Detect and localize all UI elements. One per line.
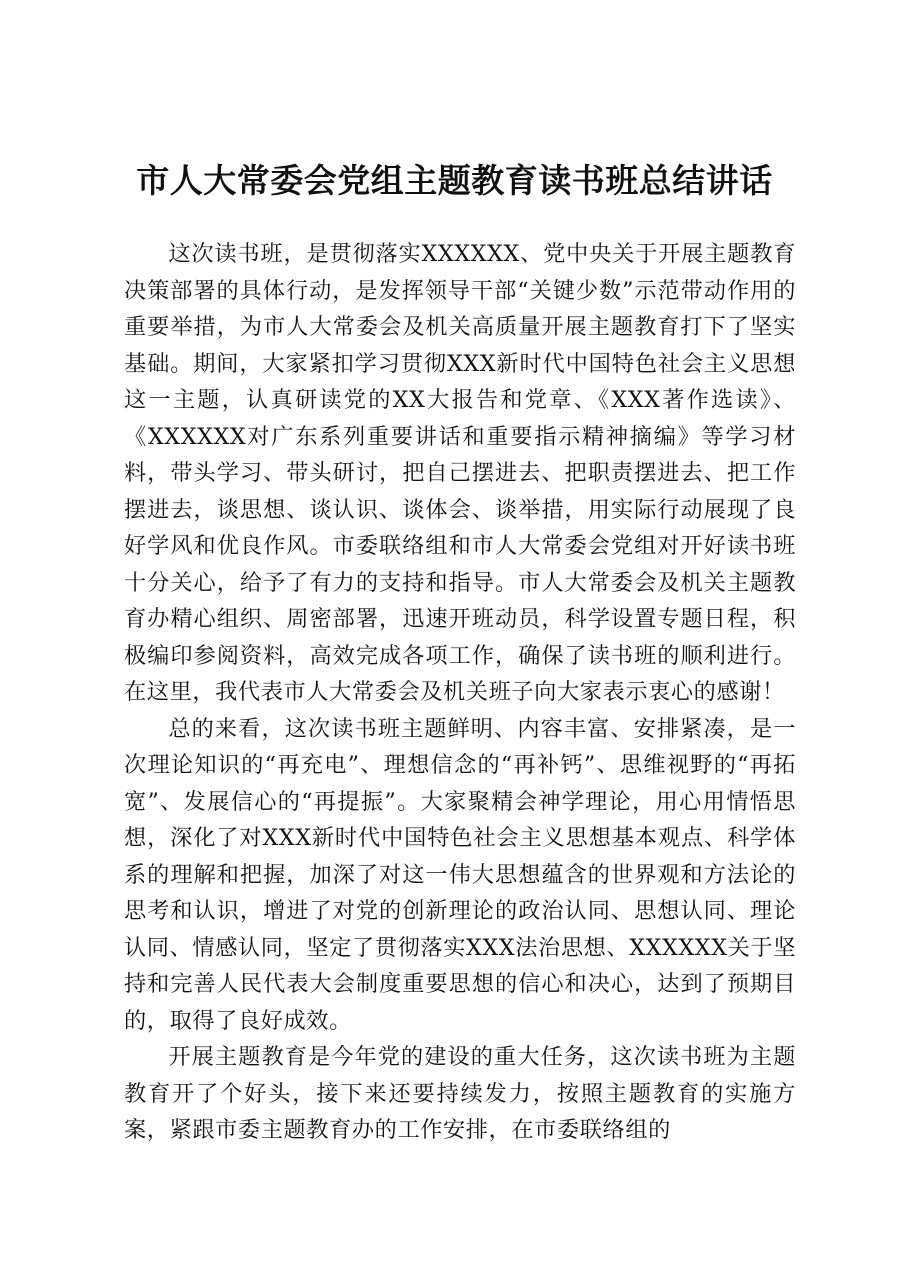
document-title: 市人大常委会党组主题教育读书班总结讲话 bbox=[136, 161, 773, 200]
paragraph-1: 这次读书班，是贯彻落实XXXXXX、党中央关于开展主题教育决策部署的具体行动，是发挥领导干部“关键少数”示范带动作用的重要举措，为市人大常委会及机关高质量开展主题教育打下了坚实基础。期间，大家紧扣学习贯彻XXX新时代中国特色社会主义思想这一主题，认真研读党的XX大报告和党章、《XXX著作选读》、《XXXXXX对广东系列重要讲话和重要指示精神摘编》等学习材料，带头学习、带头研讨，把自己摆进去、把职责摆进去、把工作摆进去，谈思想、谈认识、谈体会、谈举措，用实际行动展现了良好学风和优良作风。市委联络组和市人大常委会党组对开好读书班十分关心，给予了有力的支持和指导。市人大常委会及机关主题教育办精心组织、周密部署，迅速开班动员，科学设置专题日程，积极编印参阅资料，高效完成各项工作，确保了读书班的顺利进行。在这里，我代表市人大常委会及机关班子向大家表示衷心的感谢！ bbox=[124, 241, 796, 705]
document-body bbox=[124, 236, 796, 1149]
paragraph-2: 总的来看，这次读书班主题鲜明、内容丰富、安排紧凑，是一次理论知识的“再充电”、理想信念的“再补钙”、思维视野的“再拓宽”、发展信心的“再提振”。大家聚精会神学理论，用心用情悟思想，深化了对XXX新时代中国特色社会主义思想基本观点、科学体系的理解和把握，加深了对这一伟大思想蕴含的世界观和方法论的思考和认识，增进了对党的创新理论的政治认同、思想认同、理论认同、情感认同，坚定了贯彻落实XXX法治思想、XXXXXX关于坚持和完善人民代表大会制度重要思想的信心和决心，达到了预期目的，取得了良好成效。 bbox=[124, 715, 796, 1034]
paragraph-3: 开展主题教育是今年党的建设的重大任务，这次读书班为主题教育开了个好头，接下来还要持续发力，按照主题教育的实施方案，紧跟市委主题教育办的工作安排，在市委联络组的 bbox=[124, 1044, 796, 1143]
